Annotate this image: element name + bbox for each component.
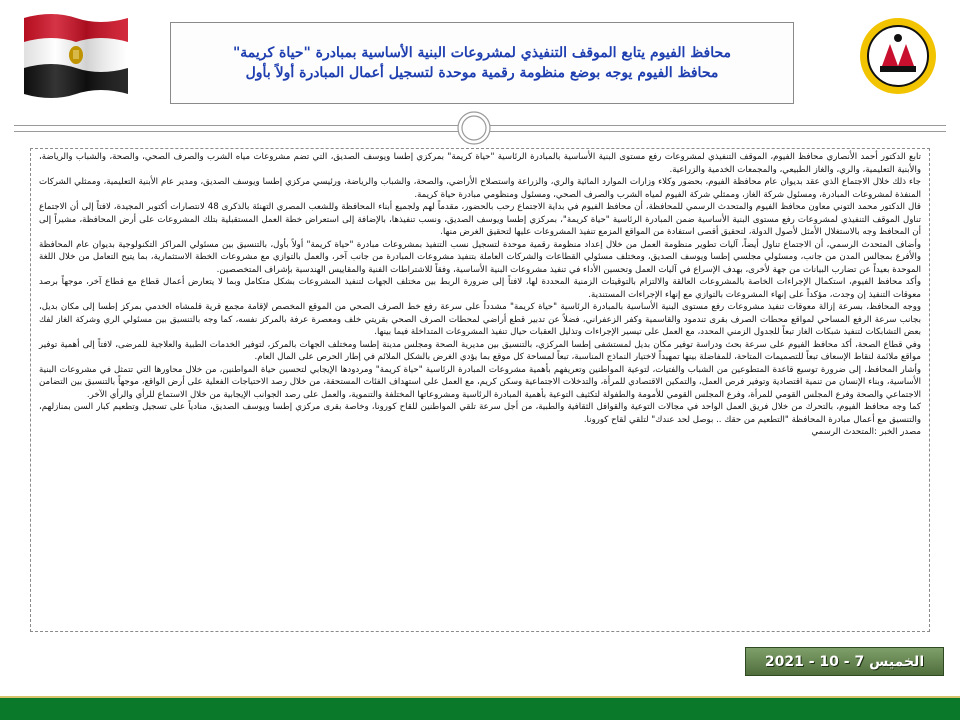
article-paragraph: جاء ذلك خلال الاجتماع الذي عقد بديوان عام محافظة الفيوم، بحضور وكلاء وزارات الموارد المائية والري، والزراعة واستصلاح الأراضي، والصحة، والشباب والرياضة، ورئيسي مركزي إطسا ويوسف الصديق، ومدير عام الأبنية التعليمية، وممثلي الشركات المنفذة لمشروعات المبادرة، ومسئول شركة الغاز، وممثلي شركة الفيوم لمياه الشرب والصرف الصحي، ومسئول ومنظومي مبادرة حياة كريمة. bbox=[39, 177, 921, 200]
headline-line-2: محافظ الفيوم يوجه بوضع منظومة رقمية موحدة لتسجيل أعمال المبادرة أولاً بأول bbox=[245, 65, 719, 81]
article-paragraph: تابع الدكتور أحمد الأنصاري محافظ الفيوم، الموقف التنفيذي لمشروعات رفع مستوى البنية الأساسية بالمبادرة الرئاسية "حياة كريمة" بمركزي إطسا ويوسف الصديق، التي تضم مشروعات مياه الشرب والصرف الصحي، والصحة، والشباب والرياضة، والأبنية التعليمية، والري، والغاز الطبيعي، والمجمعات الخدمية والزراعية. bbox=[39, 152, 921, 175]
news-source: مصدر الخبر :المتحدث الرسمي bbox=[811, 427, 921, 437]
headline-box bbox=[170, 22, 794, 104]
article-paragraph: وأضاف المتحدث الرسمي، أن الاجتماع تناول أيضاً، آليات تطوير منظومة العمل من خلال إعداد منظومة رقمية موحدة لتسجيل نسب التنفيذ بمشروعات مبادرة "حياة كريمة" أولاً بأول، بالتنسيق بين مسئولي المراكز التكنولوجية بديوان عام المحافظة والأفرع بمجالس المدن من جانب، ومسئولي مجلسي إطسا ويوسف الصديق، ومختلف مسئولي القطاعات والشركات العاملة بتنفيذ مشروعات المبادرة من جانب آخر، والعمل بالتوازي مع مشروعات الخطة الاستثمارية، بما يتيح التعامل من خلال اللغة الموحدة بعيداً عن تضارب البيانات من جهة لأخرى، بهدف الإسراع في آليات العمل وتحسين الأداء في تنفيذ مشروعات البنية الأساسية، وفقاً للاشتراطات الفنية والمقاييس الهندسية بإشراف المتخصصين. bbox=[39, 239, 921, 275]
article-paragraph: وأشار المحافظ، إلى ضرورة توسيع قاعدة المتطوعين من الشباب والفتيات، لتوعية المواطنين وتعريفهم بأهمية مشروعات المبادرة الرئاسية "حياة كريمة" ومردودها الإيجابي لتحسين حياة المواطنين، من خلال محاورها التي تتمثل في مشروعات البنية الأساسية، وبناء الإنسان من تنمية اقتصادية وتوفير فرص العمل، والتمكين الاقتصادي للمرأة، والتدخلات الاجتماعية وسكن كريم، مع العمل على استهداف الفئات المستحقة، من خلال رصد الاحتياجات الفعلية على أرض الواقع، موجهاً بالتنسيق بين التضامن الاجتماعي والصحة وفرع المجلس القومي للمرأة، وفرع المجلس القومي للأمومة والطفولة لتكثيف التوعية بأهمية المبادرة الرئاسية ومشروعاتها المختلفة والتنموية، والعمل على رصد الجوانب الإيجابية من خلال الاستماع للرأي والرأي الآخر. bbox=[39, 364, 921, 400]
headline-line-1: محافظ الفيوم يتابع الموقف التنفيذي لمشروعات البنية الأساسية بمبادرة "حياة كريمة" bbox=[232, 45, 732, 61]
article-paragraph: ووجه المحافظ، بسرعة إزالة معوقات تنفيذ مشروعات رفع مستوى البنية الأساسية بالمبادرة الرئاسية "حياة كريمة" مشدداً على سرعة رفع خط الصرف الصحي من الموقع المخصص لإقامة مجمع قرية قلمشاه الخدمي بمركز إطسا إلى مكان بديل، بجانب سرعة الرفع المساحي لمواقع محطات الصرف بقرى تندمود والقاسمية وكفر الزعفراني، فضلاً عن تدبير قطع أراضي لمحطات الصرف الصحي بقريتي خلف ومعصرة عرفة بالمركز نفسه، كما وجه بالتنسيق بين مسئولي الري وشركة الغاز لفك بعض التشابكات لتنفيذ شبكات الغاز تبعاً للجدول الزمني المحدد، مع العمل على تيسير الإجراءات وتذليل العقبات حيال تنفيذ المشروعات المتداخلة فيما بينها. bbox=[39, 302, 921, 337]
ring-ornament-icon bbox=[456, 110, 492, 146]
article-paragraph: قال الدكتور محمد التوني معاون محافظ الفيوم والمتحدث الرسمي للمحافظة، أن محافظ الفيوم في بداية الاجتماع رحب بالحضور، مقدماً لهم ولجميع أبناء المحافظة وللشعب المصري التهنئة بالذكرى 48 لانتصارات أكتوبر المجيدة، لافتاً إلى أن الاجتماع تناول الموقف التنفيذي لمشروعات رفع مستوى البنية الأساسية ضمن المبادرة الرئاسية "حياة كريمة"، بمركزي إطسا ويوسف الصديق، ونسب تنفيذها، بالإضافة إلى استعراض خطة العمل المستقبلية بتلك المشروعات على أرض المحافظة، مشيراً إلى أن المحافظ وجه بالاستغلال الأمثل لأصول الدولة، لتحقيق أقصى استفادة من المواقع المزمع تنفيذ المشروعات عليها لتحقيق الغرض منها. bbox=[39, 202, 921, 237]
article-paragraph: كما وجه محافظ الفيوم، بالتحرك من خلال فريق العمل الواحد في مجالات التوعية والقوافل الثقافية والطبية، من أجل سرعة تلقي المواطنين للقاح كورونا، وخاصة بقرى مركزي إطسا ويوسف الصديق، منادياً على تسجيل وتطعيم كبار السن بمنازلهم، والتنسيق مع أعمال مبادرة المحافظة "التطعيم من حقك .. بوصل لحد عندك" لتلقي لقاح كورونا. bbox=[39, 402, 921, 425]
egypt-flag-icon bbox=[22, 10, 130, 102]
article-paragraph: وأكد محافظ الفيوم، استكمال الإجراءات الخاصة بالمشروعات العالقة والالتزام بالتوقيتات الزمنية المحددة لها، لافتاً إلى ضرورة الربط بين مختلف الجهات لتنفيذ المشروعات بشكل متكامل وبما لا يتعارض أعمال قطاع مع قطاع آخر، موجهاً برصد معوقات التنفيذ إن وجدت، مؤكداً على إنهاء المشروعات بالتوازي مع إنهاء الإجراءات المستندية. bbox=[39, 277, 921, 300]
date-bar bbox=[745, 647, 944, 676]
article-body bbox=[30, 148, 930, 632]
footer-green-stripe bbox=[0, 696, 960, 720]
publish-date: الخميس 7 - 10 - 2021 bbox=[764, 653, 925, 670]
fayoum-governorate-logo-icon bbox=[856, 14, 940, 98]
article-paragraph: وفي قطاع الصحة، أكد محافظ الفيوم على سرعة بحث ودراسة توفير مكان بديل لمستشفى إطسا المركزي، بالتنسيق بين مديرية الصحة ومجلس مدينة إطسا ومختلف الجهات بالمركز، لتوفير الخدمات الطبية والعلاجية للمرضى، لافتاً إلى أهمية توفير مواقع ملائمة لنقاط الإسعاف تبعاً للتصميمات المتاحة، للمفاضلة بينها تمهيداً لاختيار النماذج المناسبة، تبعاً لمساحة كل موقع بما يؤدي الغرض بالشكل الملائم في إطار الحرص على المال العام. bbox=[39, 339, 921, 362]
eagle-emblem-icon bbox=[69, 46, 83, 64]
